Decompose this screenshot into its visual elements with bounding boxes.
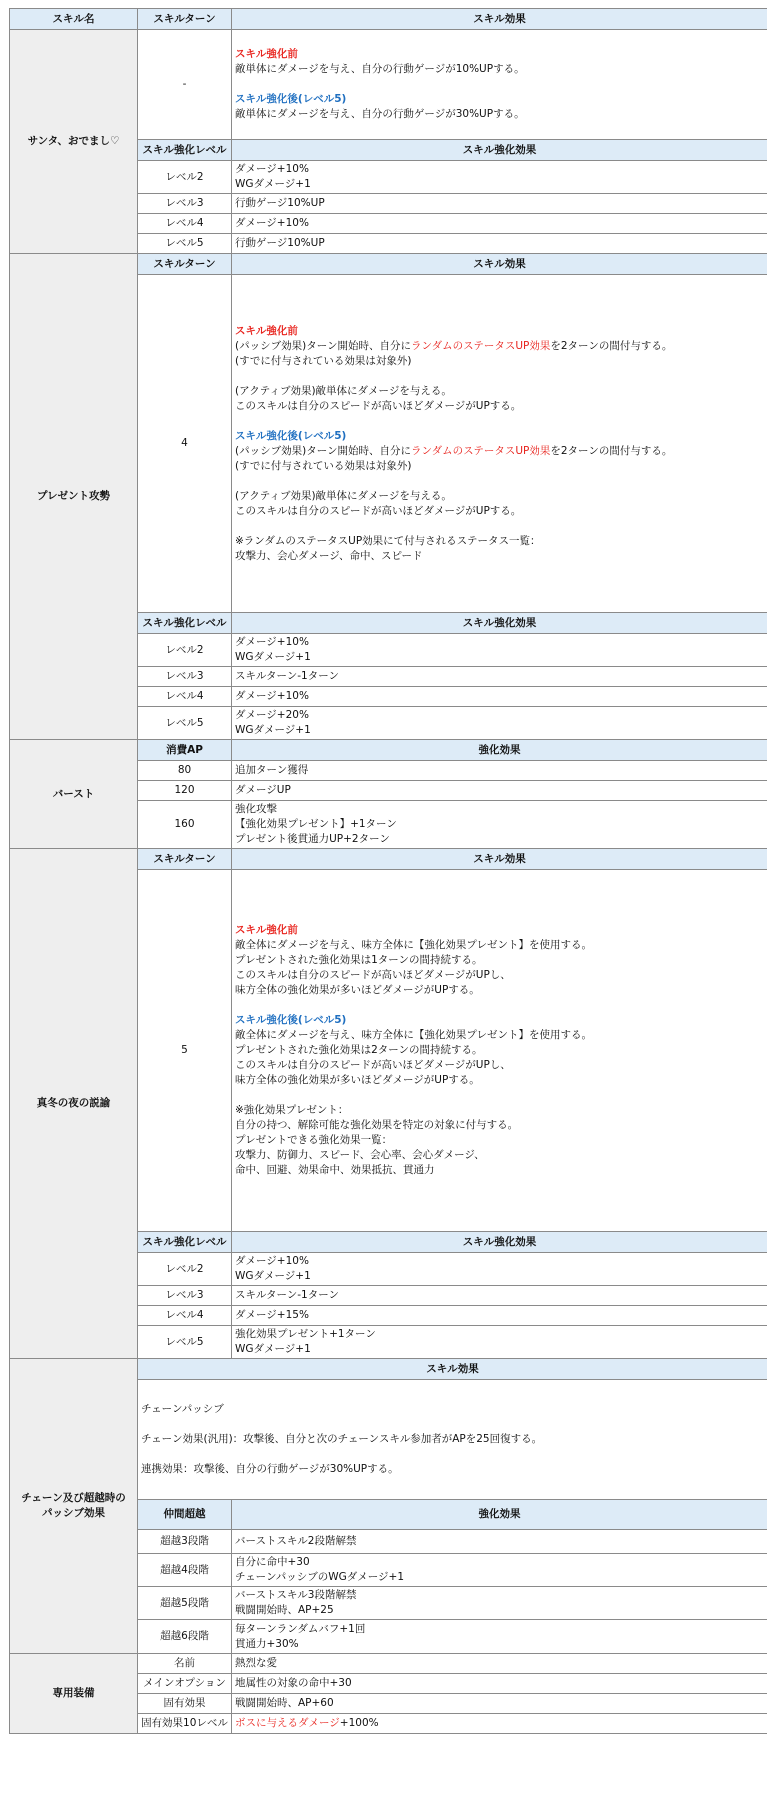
skill3-level4: レベル4: [138, 1306, 232, 1326]
burst-name: バースト: [10, 740, 138, 849]
skill2-level2-effect: ダメージ+10% WGダメージ+1: [232, 634, 767, 667]
equip-main-option-value: 地属性の対象の命中+30: [232, 1674, 767, 1694]
skill3-effect-header: スキル効果: [232, 849, 767, 870]
chain-effect-header: スキル効果: [138, 1359, 767, 1380]
skill2-name: プレゼント攻勢: [10, 254, 138, 740]
skill3-turn-header: スキルターン: [138, 849, 232, 870]
skill1-level5: レベル5: [138, 234, 232, 254]
skill1-turn: -: [138, 30, 232, 140]
skill2-level4: レベル4: [138, 687, 232, 707]
skill3-turn: 5: [138, 870, 232, 1232]
chain-strengthen-header: 強化効果: [232, 1500, 767, 1530]
burst-effect-160: 強化攻撃 【強化効果プレゼント】+1ターン プレゼント後貫通力UP+2ターン: [232, 801, 767, 849]
chain-stage4: 超越4段階: [138, 1554, 232, 1587]
equip-main-option-label: メインオプション: [138, 1674, 232, 1694]
skill3-enh-level-header: スキル強化レベル: [138, 1232, 232, 1253]
skill3-enh-effect-header: スキル強化効果: [232, 1232, 767, 1253]
skill1-enh-effect-header: スキル強化効果: [232, 140, 767, 161]
skill1-level4: レベル4: [138, 214, 232, 234]
skill2-before-label: スキル強化前: [235, 324, 298, 337]
skill2-note-title: ※ランダムのステータスUP効果にて付与されるステータス一覧：: [235, 534, 541, 547]
chain-name: チェーン及び超越時の パッシブ効果: [10, 1359, 138, 1654]
skill3-effect: スキル強化前 敵全体にダメージを与え、味方全体に【強化効果プレゼント】を使用する。 プレゼントされた強化効果は1ターンの間持続する。 このスキルは自分のスピードが高いほどダメージがUPし、 味方全体の強化効果が多いほどダメージがUPする。 スキル強化後(レベル5) 敵全体にダメージを与え、味方全体に【強化効果プレゼント】を使用する。 プレゼントされた強化効果は2ターンの間持続する。 このスキルは自分のスピードが高いほどダメージがUPし、 味方全体の強化効果が多いほどダメージがUPする。 ※強化効果プレゼント： 自分の持つ、解除可能な強化効果を特定の対象に付与する。 プレゼントできる強化効果一覧： 攻撃力、防御力、スピード、会心率、会心ダメージ、 命中、回避、効果命中、効果抵抗、貫通力: [232, 870, 767, 1232]
skill2-after-label: スキル強化後(レベル5): [235, 429, 347, 442]
burst-effect-header: 強化効果: [232, 740, 767, 761]
chain-stage5-effect: バーストスキル3段階解禁 戦闘開始時、AP+25: [232, 1587, 767, 1620]
skill2-level5-effect: ダメージ+20% WGダメージ+1: [232, 707, 767, 740]
skill1-after-text: 敵単体にダメージを与え、自分の行動ゲージが30%UPする。: [235, 108, 525, 120]
chain-stage6-effect: 毎ターンランダムバフ+1回 貫通力+30%: [232, 1620, 767, 1654]
chain-ally-over-header: 仲間超越: [138, 1500, 232, 1530]
header-skill-turn: スキルターン: [138, 9, 232, 30]
skill3-level5-effect: 強化効果プレゼント+1ターン WGダメージ+1: [232, 1326, 767, 1359]
skill2-level3: レベル3: [138, 667, 232, 687]
skill1-level2: レベル2: [138, 161, 232, 194]
burst-effect-80: 追加ターン獲得: [232, 761, 767, 781]
skill3-level2-effect: ダメージ+10% WGダメージ+1: [232, 1253, 767, 1286]
skill2-effect-header: スキル効果: [232, 254, 767, 275]
skill2-level2: レベル2: [138, 634, 232, 667]
skill3-level2: レベル2: [138, 1253, 232, 1286]
skill1-before-text: 敵単体にダメージを与え、自分の行動ゲージが10%UPする。: [235, 63, 525, 75]
skill3-level3-effect: スキルターン-1ターン: [232, 1286, 767, 1306]
skill2-effect: スキル強化前 (パッシブ効果)ターン開始時、自分にランダムのステータスUP効果を2ターンの間付与する。 (すでに付与されている効果は対象外) (アクティブ効果)敵単体にダメージを与える。 このスキルは自分のスピードが高いほどダメージがUPする。 スキル強化後(レベル5) (パッシブ効果)ターン開始時、自分にランダムのステータスUP効果を2ターンの間付与する。 (すでに付与されている効果は対象外) (アクティブ効果)敵単体にダメージを与える。 このスキルは自分のスピードが高いほどダメージがUPする。 ※ランダムのステータスUP効果にて付与されるステータス一覧： 攻撃力、会心ダメージ、命中、スピード: [232, 275, 767, 613]
skill1-level2-effect: ダメージ+10% WGダメージ+1: [232, 161, 767, 194]
skill2-note-list: 攻撃力、会心ダメージ、命中、スピード: [235, 549, 423, 562]
equip-name-label: 名前: [138, 1654, 232, 1674]
skill3-level5: レベル5: [138, 1326, 232, 1359]
equip-name-value: 熱烈な愛: [232, 1654, 767, 1674]
chain-stage4-effect: 自分に命中+30 チェーンパッシブのWGダメージ+1: [232, 1554, 767, 1587]
equip-unique10-label: 固有効果10レベル: [138, 1714, 232, 1734]
burst-ap-80: 80: [138, 761, 232, 781]
equip-unique-value: 戦闘開始時、AP+60: [232, 1694, 767, 1714]
skill1-level3-effect: 行動ゲージ10%UP: [232, 194, 767, 214]
header-skill-name: スキル名: [10, 9, 138, 30]
header-skill-effect: スキル効果: [232, 9, 767, 30]
chain-stage6: 超越6段階: [138, 1620, 232, 1654]
skill2-level3-effect: スキルターン-1ターン: [232, 667, 767, 687]
skill1-effect: [232, 30, 767, 140]
skill1-level4-effect: ダメージ+10%: [232, 214, 767, 234]
skill2-enh-effect-header: スキル強化効果: [232, 613, 767, 634]
skill3-before-label: スキル強化前: [235, 924, 298, 936]
skill1-before-label: スキル強化前: [235, 48, 298, 60]
chain-stage5: 超越5段階: [138, 1587, 232, 1620]
skill2-enh-level-header: スキル強化レベル: [138, 613, 232, 634]
skill3-level3: レベル3: [138, 1286, 232, 1306]
burst-ap-160: 160: [138, 801, 232, 849]
chain-passive-text: チェーンパッシブ チェーン効果(汎用)：攻撃後、自分と次のチェーンスキル参加者がAPを25回復する。 連携効果：攻撃後、自分の行動ゲージが30%UPする。: [138, 1380, 767, 1500]
skill1-enh-level-header: スキル強化レベル: [138, 140, 232, 161]
skill2-turn: 4: [138, 275, 232, 613]
skill1-name: サンタ、おでまし♡: [10, 30, 138, 254]
skill1-level3: レベル3: [138, 194, 232, 214]
skill2-level4-effect: ダメージ+10%: [232, 687, 767, 707]
skill1-after-label: スキル強化後(レベル5): [235, 93, 347, 105]
skill3-after-label: スキル強化後(レベル5): [235, 1014, 347, 1026]
chain-stage3-effect: バーストスキル2段階解禁: [232, 1530, 767, 1554]
skill3-name: 真冬の夜の説諭: [10, 849, 138, 1359]
chain-stage3: 超越3段階: [138, 1530, 232, 1554]
skill1-level5-effect: 行動ゲージ10%UP: [232, 234, 767, 254]
skill-table: [9, 8, 767, 1734]
burst-effect-120: ダメージUP: [232, 781, 767, 801]
skill3-level4-effect: ダメージ+15%: [232, 1306, 767, 1326]
equip-name: 専用装備: [10, 1654, 138, 1734]
burst-ap-120: 120: [138, 781, 232, 801]
skill2-level5: レベル5: [138, 707, 232, 740]
equip-unique10-value: ボスに与えるダメージ+100%: [232, 1714, 767, 1734]
burst-ap-header: 消費AP: [138, 740, 232, 761]
equip-unique-label: 固有効果: [138, 1694, 232, 1714]
skill2-turn-header: スキルターン: [138, 254, 232, 275]
